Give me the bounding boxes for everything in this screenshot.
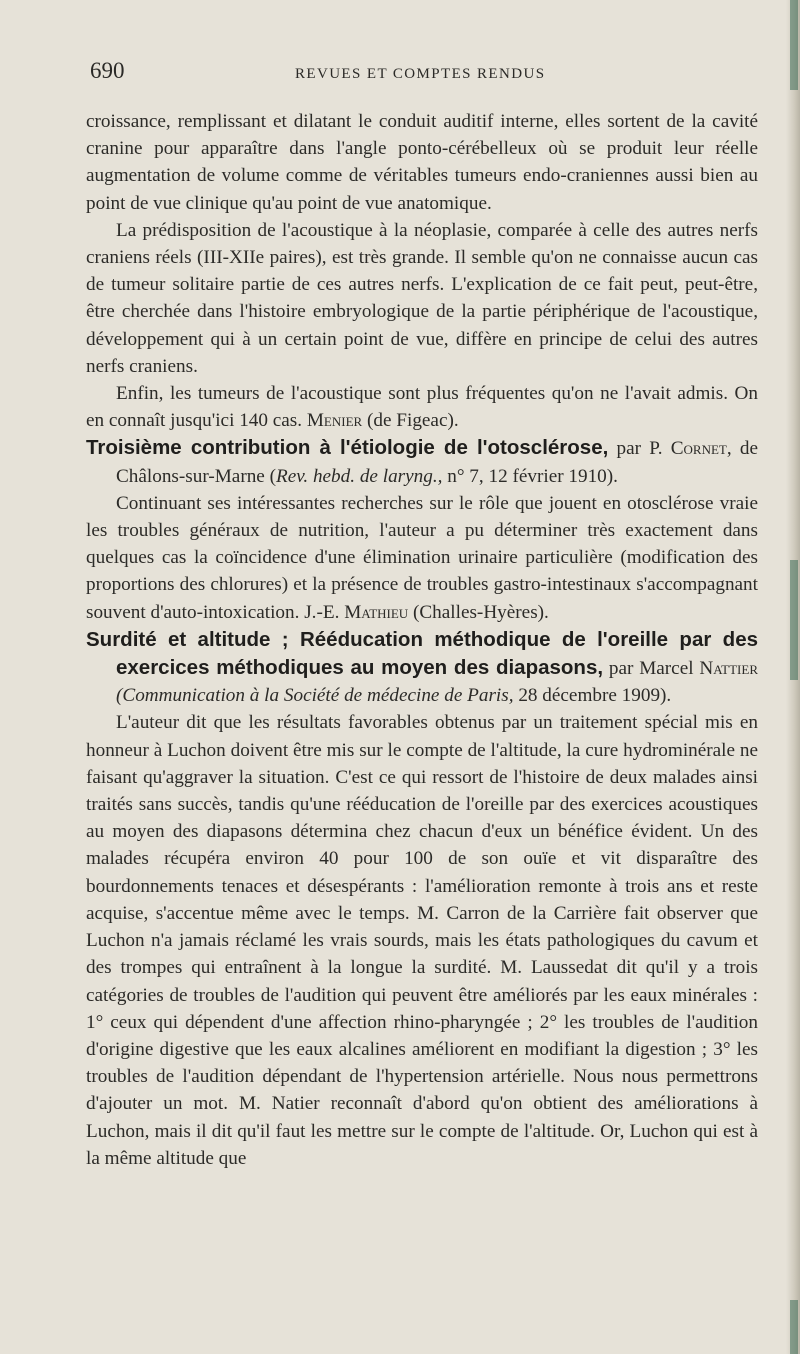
author-prefix: par P. <box>616 438 663 460</box>
page-number: 690 <box>90 58 125 83</box>
reviewer-name: Mathieu <box>344 601 409 623</box>
source-prefix: de Châlons-sur-Marne ( <box>116 438 759 487</box>
source-details: n° 7, 12 février 1910). <box>447 465 618 487</box>
source-journal: (Communication à la Société de médecine de Paris, <box>116 685 514 707</box>
paragraph-text: Enfin, les tumeurs de l'acoustique sont plus fréquentes qu'on ne l'avait admis. On en connaît jusqu'ici 140 cas. <box>86 383 758 432</box>
author-prefix: par Marcel <box>608 658 694 680</box>
article-body <box>86 108 758 1172</box>
reviewer-name: Menier <box>306 410 363 432</box>
paragraph: croissance, remplissant et dilatant le conduit auditif interne, elles sortent de la cavité cranine pour apparaître dans l'angle ponto-cérébelleux où se produit leur réelle augmentation de volume comme de véritables tumeurs endo-craniennes aussi bien au point de vue clinique qu'au point de vue anatomique. <box>86 111 758 214</box>
source-details: 28 décembre 1909). <box>518 685 672 707</box>
review-title: Troisième contribution à l'étiologie de l'otosclérose, <box>86 436 609 460</box>
reviewer-place: (de Figeac). <box>367 410 459 432</box>
page-edge <box>786 0 800 1354</box>
reviewer-place: (Challes-Hyères). <box>412 601 549 623</box>
author-name: Nattier <box>699 658 759 680</box>
reviewer-initials: J.-E. <box>304 601 340 623</box>
running-head <box>90 58 750 88</box>
paragraph: La prédisposition de l'acoustique à la néoplasie, comparée à celle des autres nerfs craniens réels (III-XIIe paires), est très grande. Il semble qu'on ne connaisse aucun cas de tumeur solitaire partie de ces autres nerfs. L'explication de ce fait peut, peut-être, être cherchée dans l'histoire embryologique de la partie périphérique de l'acoustique, développement qui à un certain point de vue, diffère en principe de celui des autres nerfs craniens. <box>86 219 758 377</box>
edge-tab-mark <box>790 0 798 90</box>
edge-tab-mark <box>790 560 798 680</box>
author-name: Cornet, <box>670 438 732 460</box>
review-entry-heading <box>86 434 758 489</box>
edge-tab-mark <box>790 1300 798 1354</box>
paragraph <box>86 490 758 626</box>
review-title: Surdité et altitude ; Rééducation méthodique de l'oreille par des exercices méthodiques au moyen des diapasons, <box>86 627 758 680</box>
review-entry-heading <box>86 626 758 710</box>
paragraph: L'auteur dit que les résultats favorables obtenus par un traitement spécial mis en honneur à Luchon doivent être mis sur le compte de l'altitude, la cure hydrominérale ne faisant qu'aggraver la situation. C'est ce qui ressort de l'histoire de deux malades ainsi traités sans succès, tandis qu'une rééducation de l'oreille par des exercices acoustiques au moyen des diapasons détermina chez chacun d'eux un bénéfice évident. Un des malades récupéra environ 40 pour 100 de son ouïe et vit disparaître des bourdonnements tenaces et désespérants : l'amélioration remonte à trois ans et reste acquise, s'accentue même avec le temps. M. Carron de la Carrière fait observer que Luchon n'a jamais réclamé les vrais sourds, mais les états pathologiques du cavum et des trompes qui entraînent à la longue la surdité. M. Laussedat dit qu'il y a trois catégories de troubles de l'audition qui peuvent être améliorés par les eaux minérales : 1° ceux qui dépendent d'une affection rhino-pharyngée ; 2° les troubles de l'audition d'origine digestive que les eaux alcalines améliorent en modifiant la digestion ; 3° les troubles de l'audition dépendant de l'hypertension artérielle. Nous nous permettrons d'ajouter un mot. M. Natier reconnaît d'abord qu'on obtient des améliorations à Luchon, mais il dit qu'il faut les mettre sur le compte de l'altitude. Or, Luchon qui est à la même altitude que <box>86 712 758 1169</box>
journal-title: REVUES ET COMPTES RENDUS <box>295 66 546 82</box>
paragraph-text: Continuant ses intéressantes recherches sur le rôle que jouent en otosclérose vraie les troubles généraux de nutrition, l'auteur a pu déterminer très exactement dans quelques cas la coïncidence d'une élimination urinaire particulière (modification des proportions des chlorures) et la présence de troubles gastro-intestinaux s'accompagnant souvent d'auto-intoxication. <box>86 492 758 623</box>
source-journal: Rev. hebd. de laryng., <box>276 465 443 487</box>
paragraph <box>86 380 758 434</box>
